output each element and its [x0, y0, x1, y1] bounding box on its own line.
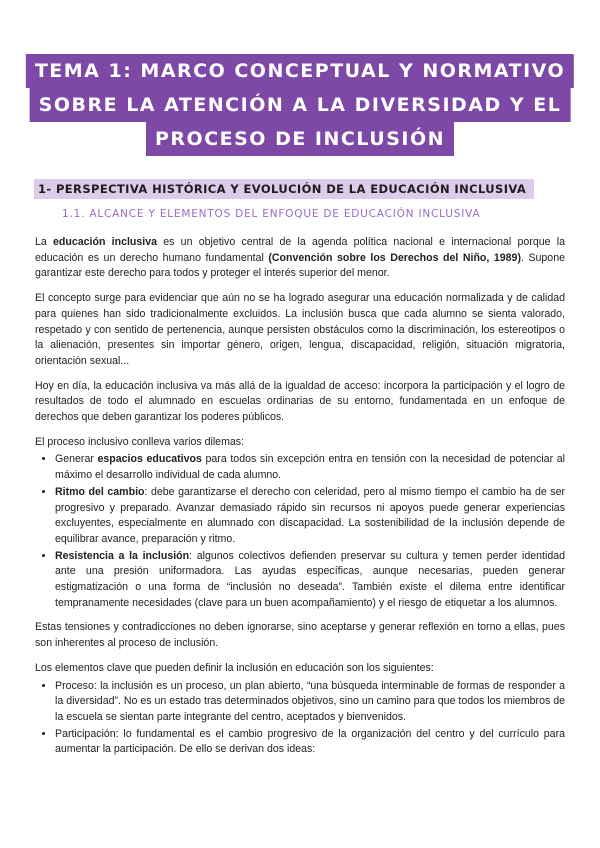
citation: (Convención sobre los Derechos del Niño, 1989)	[268, 251, 521, 264]
list-item: • Participación: lo fundamental es el cambio progresivo de la organización del centro y del currículo para aumentar la participación. De ello se derivan dos ideas:	[55, 727, 565, 758]
document-body	[35, 235, 565, 767]
text: La	[35, 236, 54, 248]
elements-list	[35, 679, 565, 759]
paragraph-4: El proceso inclusivo conlleva varios dilemas:	[35, 435, 245, 448]
paragraph-6: Los elementos clave que pueden definir la inclusión en educación son los siguientes:	[35, 661, 434, 674]
bold-term: Ritmo del cambio	[55, 485, 145, 498]
bold-term: educación inclusiva	[53, 236, 158, 248]
list-item	[55, 452, 565, 483]
paragraph-3: Hoy en día, la educación inclusiva va más allá de la igualdad de acceso: incorpora la participación y el logro de resultados de todo el alumnado en escuelas ordinarias de su entorno, fundamentada en un enfoque de derechos que deben garantizar los poderes públicos.	[35, 379, 565, 424]
list-item	[55, 549, 565, 612]
text: : algunos colectivos defienden preservar su cultura y temen perder identidad ante una presión uniformadora. Las ayudas específicas, aunque necesarias, pueden generar estigmatización o una forma de “inclusión no deseada”. También existe el dilema entre identificar tempranamente necesidades (clave para un buen acompañamiento) y el riesgo de etiquetar a los alumnos.	[55, 549, 565, 609]
dilemmas-list	[35, 452, 565, 611]
section-heading: 1- PERSPECTIVA HISTÓRICA Y EVOLUCIÓN DE LA EDUCACIÓN INCLUSIVA	[34, 179, 534, 199]
bold-term: Resistencia a la inclusión	[55, 549, 190, 562]
text: es un objetivo central de la agenda política nacional e internacional porque la educación es un derecho humano fundamental	[35, 236, 565, 264]
text: para todos sin excepción entra en tensión con la necesidad de potenciar al máximo el desarrollo individual de cada alumno.	[55, 453, 565, 482]
subsection-heading: 1.1. ALCANCE Y ELEMENTOS DEL ENFOQUE DE EDUCACIÓN INCLUSIVA	[62, 208, 481, 220]
paragraph-5: Estas tensiones y contradicciones no deben ignorarse, sino aceptarse y generar reflexión en torno a ellas, pues son inherentes al proceso de inclusión.	[35, 621, 565, 650]
text: . Supone garantizar este derecho para todos y proteger el interés superior del menor.	[35, 251, 565, 280]
title-line-1: TEMA 1: MARCO CONCEPTUAL Y NORMATIVO	[26, 54, 574, 88]
paragraph-2: El concepto surge para evidenciar que aún no se ha logrado asegurar una educación normalizada y de calidad para quienes han sido tradicionalmente excluidos. La inclusión busca que cada alumno se sienta valorado, respetado y con sentido de pertenencia, aunque persisten obstáculos como la discriminación, los estereotipos o la alienación, presentes sin importar género, origen, lengua, discapacidad, religión, situación migratoria, orientación sexual...	[35, 292, 565, 367]
bold-term: espacios educativos	[97, 453, 202, 466]
title-line-2: SOBRE LA ATENCIÓN A LA DIVERSIDAD Y EL	[30, 88, 571, 122]
paragraph-1	[35, 235, 565, 282]
title-line-3: PROCESO DE INCLUSIÓN	[146, 122, 454, 156]
text: : debe garantizarse el derecho con celeridad, pero al mismo tiempo el cambio ha de ser progresivo y preparado. Avanzar demasiado rápido sin recursos ni apoyos puede generar experiencias excluyentes, especialmente en alumnado con discapacidad. La sostenibilidad de la inclusión depende de equilibrar avance, preparación y ritmo.	[55, 485, 565, 545]
list-item: • Proceso: la inclusión es un proceso, un plan abierto, “una búsqueda interminable de formas de responder a la diversidad”. No es un estado tras determinados objetivos, sino un camino para que todos los miembros de la escuela se sientan parte integrante del centro, aceptados y bienvenidos.	[55, 679, 565, 726]
list-item	[55, 485, 565, 548]
text: Generar	[55, 453, 98, 466]
